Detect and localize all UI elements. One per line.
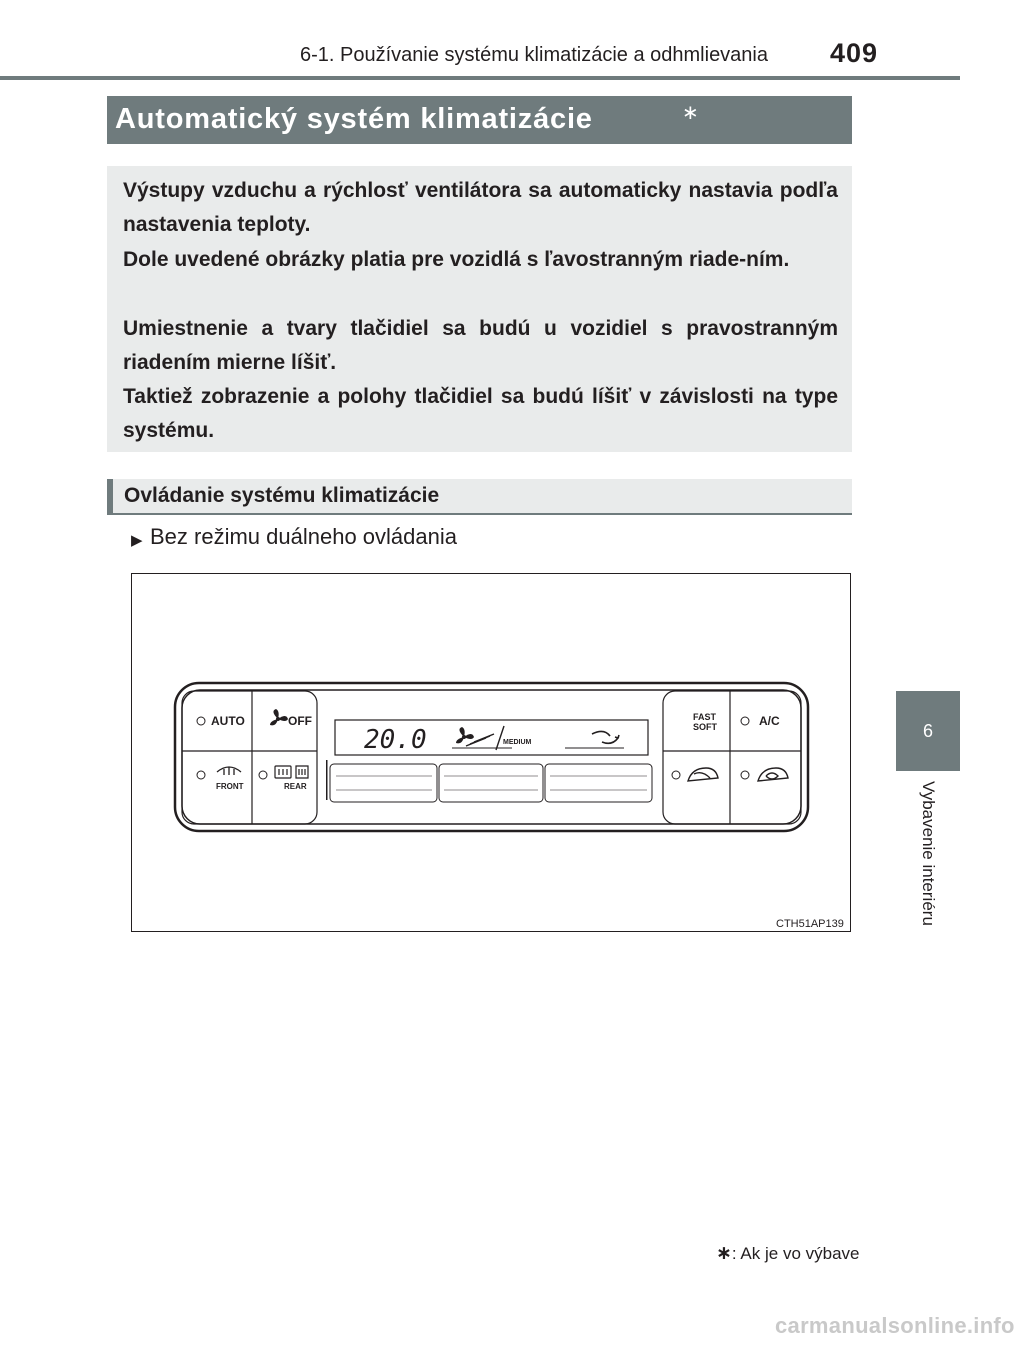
footnote xyxy=(716,1242,860,1265)
intro-paragraph: Taktiež zobrazenie a polohy tlačidiel sa budú líšiť v závislosti na type systému. xyxy=(123,385,838,442)
fan-speed-label: MEDIUM xyxy=(503,739,532,746)
mirror-heater-icon xyxy=(296,766,308,778)
footnote-text: : Ak je vo výbave xyxy=(731,1244,860,1263)
intro-box xyxy=(107,166,852,452)
fan-icon xyxy=(270,709,288,725)
intro-paragraph: Dole uvedené obrázky platia pre vozidlá s ľavostranným riade-ním. xyxy=(123,248,790,271)
footnote-marker: ∗ xyxy=(716,1243,732,1264)
header-rule xyxy=(0,76,960,80)
rear-defroster-icon xyxy=(275,766,291,778)
front-defroster-icon xyxy=(217,767,241,775)
auto-label: AUTO xyxy=(211,714,245,728)
temperature-readout: 20.0 xyxy=(364,725,427,755)
section-heading-accent xyxy=(107,479,113,515)
rear-label: REAR xyxy=(284,782,307,791)
soft-label: SOFT xyxy=(693,722,717,732)
page-title: Automatický systém klimatizácie xyxy=(115,103,593,135)
side-tab-number-text: 6 xyxy=(922,720,933,741)
display-fan-icon xyxy=(456,727,474,743)
side-tab-number xyxy=(896,691,960,771)
climate-control-panel xyxy=(132,574,850,931)
front-label: FRONT xyxy=(216,782,244,791)
bullet-text: Bez režimu duálneho ovládania xyxy=(150,524,457,549)
figure-frame xyxy=(131,573,851,932)
title-asterisk: ∗ xyxy=(682,102,699,124)
off-label: OFF xyxy=(288,714,312,728)
page-number: 409 xyxy=(830,38,879,68)
ac-label: A/C xyxy=(759,714,780,728)
outside-air-icon xyxy=(688,768,718,781)
intro-paragraph: Umiestnenie a tvary tlačidiel sa budú u vozidiel s pravostranným riadením mierne líšiť. xyxy=(123,317,838,374)
side-tab-label-text: Vybavenie interiéru xyxy=(919,781,938,926)
section-heading: Ovládanie systému klimatizácie xyxy=(124,484,440,507)
side-tab-label xyxy=(896,771,960,971)
intro-paragraph: Výstupy vzduchu a rýchlosť ventilátora sa automaticky nastavia podľa nastavenia teploty. xyxy=(123,179,838,236)
recirculated-air-icon xyxy=(758,768,788,781)
chapter-title: 6-1. Používanie systému klimatizácie a odhmlievania xyxy=(300,44,768,66)
fast-label: FAST xyxy=(693,712,717,722)
watermark: carmanualsonline.info xyxy=(775,1313,1015,1338)
triangle-bullet-icon: ▶ xyxy=(131,532,143,549)
air-outlet-icon xyxy=(592,731,619,743)
figure-code: CTH51AP139 xyxy=(776,918,844,930)
